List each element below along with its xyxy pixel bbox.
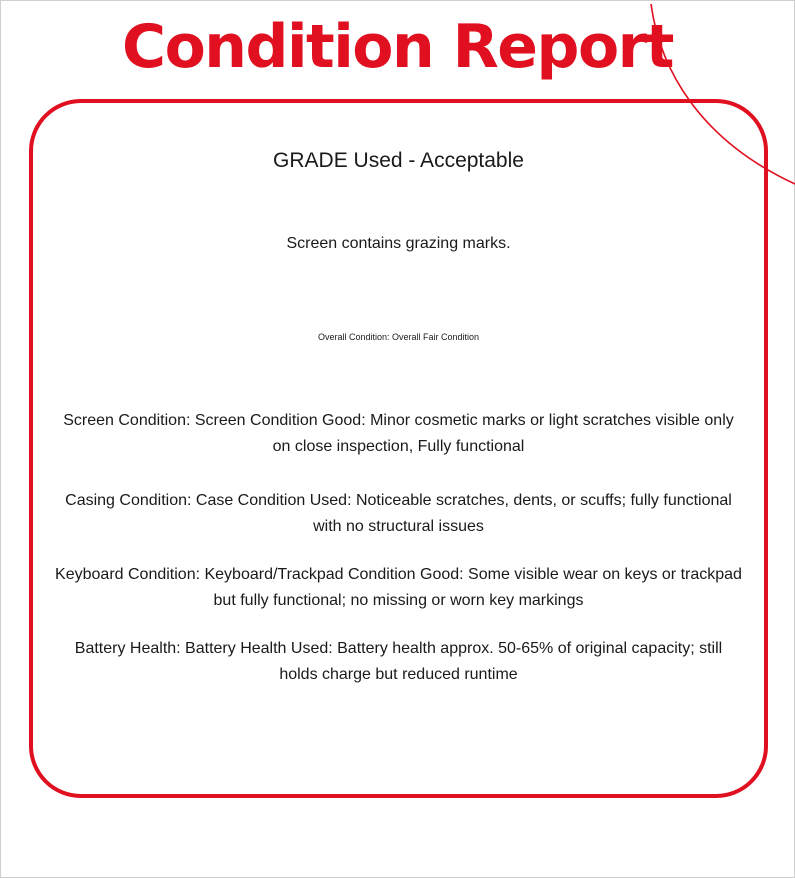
page-title: Condition Report <box>122 12 673 82</box>
keyboard-condition-detail: Keyboard Condition: Keyboard/Trackpad Condition Good: Some visible wear on keys or trackpad but fully functional; no missing or worn key markings <box>55 566 742 609</box>
screen-condition-detail: Screen Condition: Screen Condition Good: Minor cosmetic marks or light scratches visible only on close inspection, Fully functional <box>63 412 734 455</box>
screen-note: Screen contains grazing marks. <box>286 235 511 252</box>
casing-condition-detail: Casing Condition: Case Condition Used: Noticeable scratches, dents, or scuffs; fully functional with no structural issues <box>65 492 732 535</box>
battery-health-detail: Battery Health: Battery Health Used: Battery health approx. 50-65% of original capacity; still holds charge but reduced runtime <box>74 640 723 683</box>
overall-condition: Overall Condition: Overall Fair Condition <box>317 332 480 342</box>
grade-label: GRADE Used - Acceptable <box>273 149 524 172</box>
condition-card <box>29 99 768 798</box>
condition-card-content <box>33 103 764 794</box>
